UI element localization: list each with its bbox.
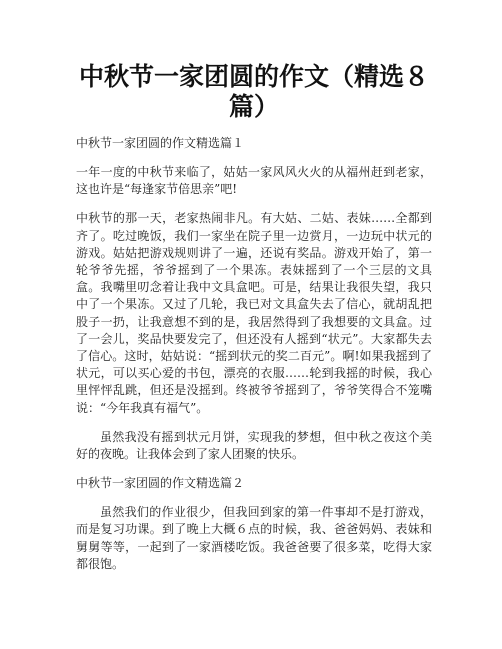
section-2 [76,475,432,573]
section-heading: 中秋节一家团圆的作文精选篇１ [76,136,245,150]
paragraph: 一年一度的中秋节来临了，姑姑一家风风火火的从福州赶到老家，这也许是“每逢家节倍思亲”吧! [76,165,432,197]
section-heading: 中秋节一家团圆的作文精选篇２ [76,476,245,491]
section-1 [76,135,432,463]
paragraph: 中秋节的那一天，老家热闹非凡。有大姑、二姑、表妹……全都到齐了。吃过晚饭，我们一家坐在院子里一边赏月，一边玩中状元的游戏。姑姑把游戏规则讲了一遍，还说有奖品。游戏开始了，第一轮爷爷先摇，爷爷摇到了一个果冻。表妹摇到了一个三层的文具盒。我嘴里叨念着让我中文具盒吧。可是，结果让我很失望，我只中了一个果冻。又过了几轮，我已对文具盒失去了信心，就胡乱把股子一扔，让我意想不到的是，我居然得到了我想要的文具盒。过了一会儿，奖品快要发完了，但还没有人摇到“状元”。大家都失去了信心。这时，姑姑说：“摇到状元的奖二百元”。啊!如果我摇到了状元，可以买心爱的书包，漂亮的衣服……轮到我摇的时候，我心里怦怦乱跳，但还是没摇到。终被爷爷摇到了，爷爷笑得合不笼嘴说：“今年我真有福气”。 [76,211,432,415]
document-title: 中秋节一家团圆的作文（精选８篇） [78,62,429,121]
paragraph: 虽然我们的作业很少，但我回到家的第一件事却不是打游戏，而是复习功课。到了晚上大概６点的时候，我、爸爸妈妈、表妹和舅舅等等，一起到了一家酒楼吃饭。我爸爸要了很多菜，吃得大家都很饱。 [76,505,432,571]
paragraph: 虽然我没有摇到状元月饼，实现我的梦想，但中秋之夜这个美好的夜晚。让我体会到了家人团聚的快乐。 [76,429,432,462]
